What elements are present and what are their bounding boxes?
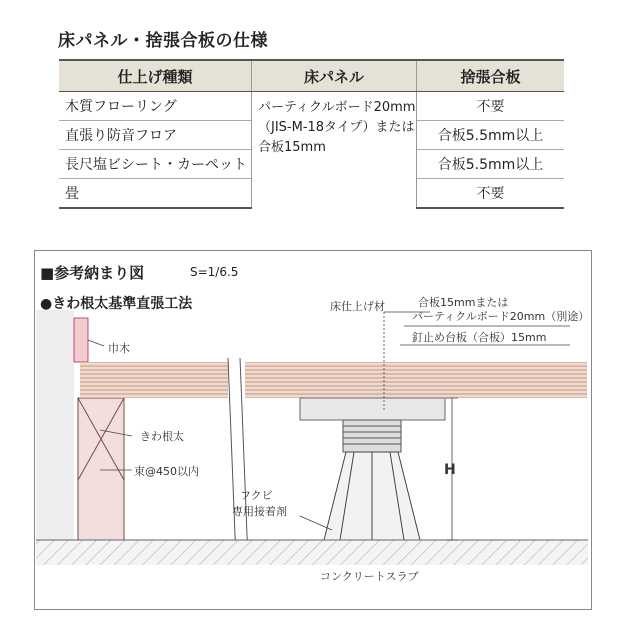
label-tsuka: 束@450以内 bbox=[134, 465, 199, 478]
bolt bbox=[343, 420, 401, 452]
label-h: H bbox=[444, 462, 456, 478]
header-plywood: 捨張合板 bbox=[417, 60, 565, 92]
finish-cell: 直張り防音フロア bbox=[59, 121, 252, 150]
break-line bbox=[228, 358, 236, 560]
plywood-cell: 不要 bbox=[417, 179, 565, 209]
label-adhesive: 専用接着剤 bbox=[232, 505, 287, 518]
floor-board-right-grain bbox=[245, 362, 587, 398]
label-kiwa: きわ根太 bbox=[140, 430, 184, 443]
plywood-cell: 合板5.5mm以上 bbox=[417, 121, 565, 150]
finish-cell: 畳 bbox=[59, 179, 252, 209]
base-plate bbox=[300, 398, 445, 420]
wall bbox=[36, 310, 74, 540]
panel-line: 合板15mm bbox=[258, 140, 326, 155]
finish-cell: 木質フローリング bbox=[65, 99, 177, 115]
panel-line: パーティクルボード20mm bbox=[258, 100, 416, 115]
label-plywood-1: 合板15mmまたは bbox=[418, 296, 509, 309]
leader-line bbox=[88, 340, 104, 346]
label-finish: 床仕上げ材 bbox=[330, 300, 385, 313]
page-title: 床パネル・捨張合板の仕様 bbox=[58, 31, 268, 51]
label-haba: 巾木 bbox=[108, 342, 130, 355]
plywood-cell: 不要 bbox=[417, 92, 565, 121]
method-title: ●きわ根太基準直張工法 bbox=[40, 296, 193, 312]
label-plywood-2: パーティクルボード20mm（別途） bbox=[412, 310, 590, 323]
plywood-cell: 合板5.5mm以上 bbox=[417, 150, 565, 179]
leader-line bbox=[300, 516, 332, 530]
baseboard bbox=[74, 318, 88, 362]
label-kugi: 釘止め台板（合板）15mm bbox=[412, 331, 547, 344]
header-finish: 仕上げ種類 bbox=[59, 60, 252, 92]
section-title: ■参考納まり図 bbox=[40, 264, 145, 282]
finish-cell: 長尺塩ビシート・カーペット bbox=[59, 150, 252, 179]
floor-board-left-grain bbox=[80, 362, 228, 398]
panel-line: （JIS-M-18タイプ）または bbox=[258, 120, 415, 135]
label-slab: コンクリートスラブ bbox=[320, 570, 419, 583]
label-fukubi: フクビ bbox=[240, 489, 273, 502]
slab-hatch bbox=[36, 540, 588, 565]
kiwa-joist bbox=[78, 398, 124, 558]
section-scale: S=1/6.5 bbox=[190, 265, 239, 279]
header-panel: 床パネル bbox=[252, 60, 417, 92]
